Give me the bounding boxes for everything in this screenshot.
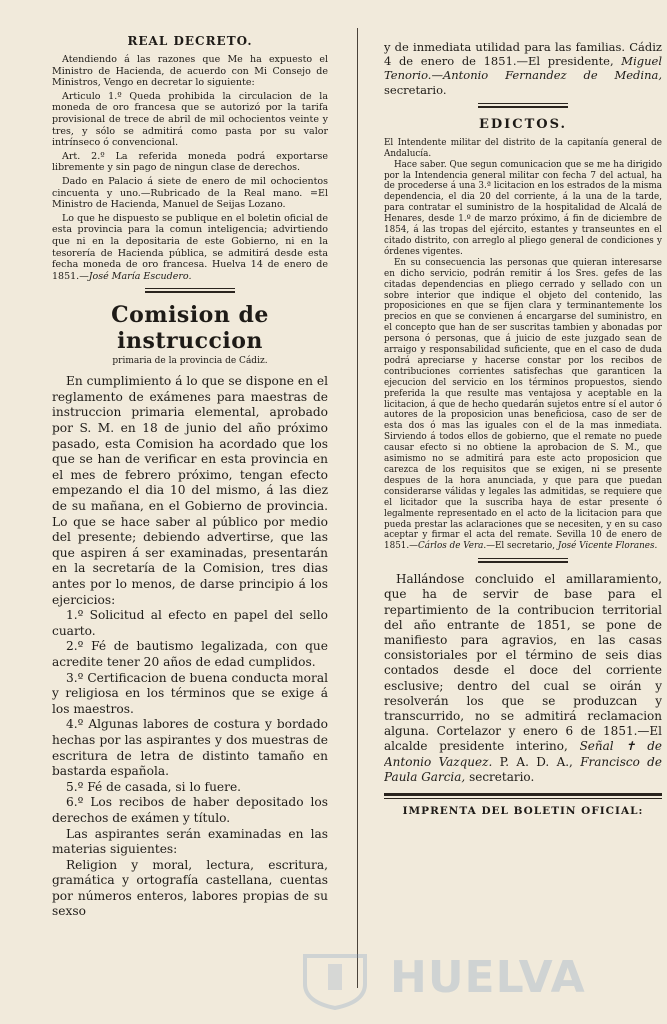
hallandose-tail: P. A. D. A.,: [499, 754, 573, 769]
comision-title: Comision de instruccion: [111, 302, 269, 355]
comision-paragraph: En cumplimiento á lo que se dispone en el reglamento de exámenes para maestras de instruccion primaria elemental, aprobado por S. M. en 18 de junio del año próximo pasado, esta Comision ha acordado que los que se han de verificar en esta provincia en el mes de febrero próximo, tengan efecto empezando el dia 10 del mismo, á las diez de su mañana, en el Gobierno de provincia. Lo que se hace saber al público por medio del presente; debiendo advertirse, que las que aspiren á ser examinadas, presentarán en la secretaría de la Comision, tres dias antes por lo menos, de darse principio á los ejercicios:: [52, 374, 328, 607]
edicto-firma-mid: —El secretario,: [486, 541, 555, 552]
footer-thin-rule: [384, 798, 662, 799]
left-column: [52, 34, 328, 994]
decreto-lo-que: [52, 213, 328, 283]
requirement-item: 3.º Certificacion de buena conducta moral y religiosa en los términos que se exige á los maestros.: [52, 670, 328, 716]
hallandose-firma: Señal ✝ de Antonio Vazquez.: [384, 739, 662, 769]
huelva-watermark: [290, 950, 650, 1010]
imprenta-footer: IMPRENTA DEL BOLETIN OFICIAL:: [402, 805, 644, 818]
hallandose-end: secretario.: [469, 769, 535, 784]
requirement-item: 4.º Algunas labores de costura y bordado hechas por las aspirantes y dos muestras de escritura de letra de distinto tamaño en bastarda española.: [52, 717, 328, 779]
edicto-p2-text: En su consecuencia las personas que quieran interesarse en dicho servicio, podrán remitir á los Sres. gefes de las citadas dependencias en pliego cerrado y sellado con un sobre interior que indique el objeto del contenido, las proposiciones en que se fijen clara y terminantemente los precios en que se convienen á encargarse del suministro, en el concepto que han de ser suscritas tambien y abonadas por persona ó personas, que á juicio de este juzgado sean de arraigo y responsabilidad suficiente, que en el caso de duda podrá apreciarse y hacerse constar por los recibos de contribuciones corrientes satisfechas que garanticen la ejecucion del servicio en los términos propuestos, siendo preferida la que resulte mas ventajosa y aceptable en la licitacion, á que de hecho quedarán sujetos entre sí el autor ó autores de la proposicion unas beneficiosa, caso de ser de esta dos ó mas las iguales con el de la mas inmediata. Sirviendo á todos ellos de gobierno, que el remate no puede causar efecto si no obtiene la aprobacion de S. M., que asimismo no se admitirá para este acto proposicion que carezca de los requisitos que se exigen, ni se presente despues de la hora anunciada, y que para que puedan considerarse válidas y legales las admitidas, se requiere que el licitador que la suscriba haya de estar presente ó legalmente representado en el acto de la licitacion para que pueda prestar las aclaraciones que se necesiten, y en su caso aceptar y firmar el acta del remate. Sevilla 10 de enero de 1851.—: [384, 257, 662, 552]
continuation-paragraph: [384, 40, 662, 97]
column-divider: [357, 28, 358, 988]
edicto-firma-2: José Vicente Floranes.: [557, 541, 658, 552]
edicto-paragraph-1: Hace saber. Que segun comunicacion que se me ha dirigido por la Intendencia general militar con fecha 7 del actual, ha de procederse á una 3.ª licitacion en los estrados de la misma dependencia, el dia 20 del corriente, á la una de la tarde, para contratar el suministro de la hospitalidad de Alcalá de Henares, desde 1.º de marzo próximo, á fin de diciembre de 1854, á las tropas del ejército, estantes y transeuntes en el citado distrito, con arreglo al pliego general de condiciones y órdenes vigentes.: [384, 159, 662, 257]
continuation-firma: Miguel Tenorio.—Antonio Fernandez de Medina,: [384, 54, 662, 83]
hallandose-firma-2: Francisco de Paula Garcia,: [384, 754, 662, 784]
edicto-intro: El Intendente militar del distrito de la capitanía general de Andalucía.: [384, 137, 662, 159]
right-column: [384, 40, 662, 970]
requirement-item: 2.º Fé de bautismo legalizada, con que acredite tener 20 años de edad cumplidos.: [52, 639, 328, 669]
section-divider: [478, 103, 568, 109]
comision-subtitle: primaria de la provincia de Cádiz.: [112, 356, 268, 367]
decreto-dado: Dado en Palacio á siete de enero de mil ochocientos cincuenta y uno.—Rubricado de la Real mano. =El Ministro de Hacienda, Manuel de Seijas Lozano.: [52, 175, 328, 211]
continuation-secretario: secretario.: [384, 82, 447, 97]
edicto-firma-1: Cárlos de Vera.: [417, 541, 487, 552]
decreto-firma: José María Escudero.: [88, 270, 192, 282]
continuation-text: y de inmediata utilidad para las familias. Cádiz 4 de enero de 1851.—El presidente,: [384, 40, 662, 69]
decreto-lo-que-text: Lo que he dispuesto se publique en el boletin oficial de esta provincia para la comun inteligencia; advirtiendo que ni en la depositaria de este Gobierno, ni en la tesorería de Hacienda pública, se admitirá desde esta fecha moneda de oro francesa. Huelva 14 de enero de 1851.—: [52, 212, 328, 282]
hallandose-text: Hallándose concluido el amillaramiento, que ha de servir de base para el repartimiento de la contribucion territorial del año entrante de 1851, se pone de manifiesto para agravios, en las casas consistoriales por el término de seis dias contados desde el doce del corriente esclusive; dentro del cual se oirán y resolverán los que se produzcan y transcurrido, no se admitirá reclamacion alguna. Cortelazor y enero 6 de 1851.—El alcalde presidente interino,: [384, 572, 662, 754]
watermark-text: HUELVA: [390, 952, 586, 1003]
footer-thick-rule: [384, 793, 662, 796]
edicto-paragraph-2: [384, 258, 662, 552]
section-divider: [478, 558, 568, 564]
edictos-title: EDICTOS.: [478, 116, 568, 132]
section-divider: [145, 288, 235, 294]
materias-intro: Las aspirantes serán examinadas en las materias siguientes:: [52, 826, 328, 857]
requirement-item: 5.º Fé de casada, si lo fuere.: [66, 779, 242, 794]
requirement-item: 6.º Los recibos de haber depositado los derechos de exámen y título.: [52, 795, 328, 825]
coat-of-arms-watermark-icon: [290, 950, 380, 1010]
hallandose-paragraph: [384, 572, 662, 785]
decreto-article-2: Art. 2.º La referida moneda podrá exportarse libremente y sin pago de ningun clase de derechos.: [52, 150, 328, 174]
requirement-item: 1.º Solicitud al efecto en papel del sello cuarto.: [52, 608, 328, 638]
real-decreto-title: REAL DECRETO.: [127, 34, 253, 48]
decreto-article-1: Articulo 1.º Queda prohibida la circulacion de la moneda de oro francesa que se autorizó por la tarifa provisional de trece de abril de mil ochocientos veinte y tres, y sólo se admitirá como pasta por su valor intrínseco ó convencional.: [52, 90, 328, 149]
decreto-paragraph: Atendiendo á las razones que Me ha expuesto el Ministro de Hacienda, de acuerdo con Mi Consejo de Ministros, Vengo en decretar lo siguiente:: [52, 54, 328, 89]
materias-list: Religion y moral, lectura, escritura, gramática y ortografía castellana, cuentas por números enteros, labores propias de su sexso: [52, 857, 328, 919]
